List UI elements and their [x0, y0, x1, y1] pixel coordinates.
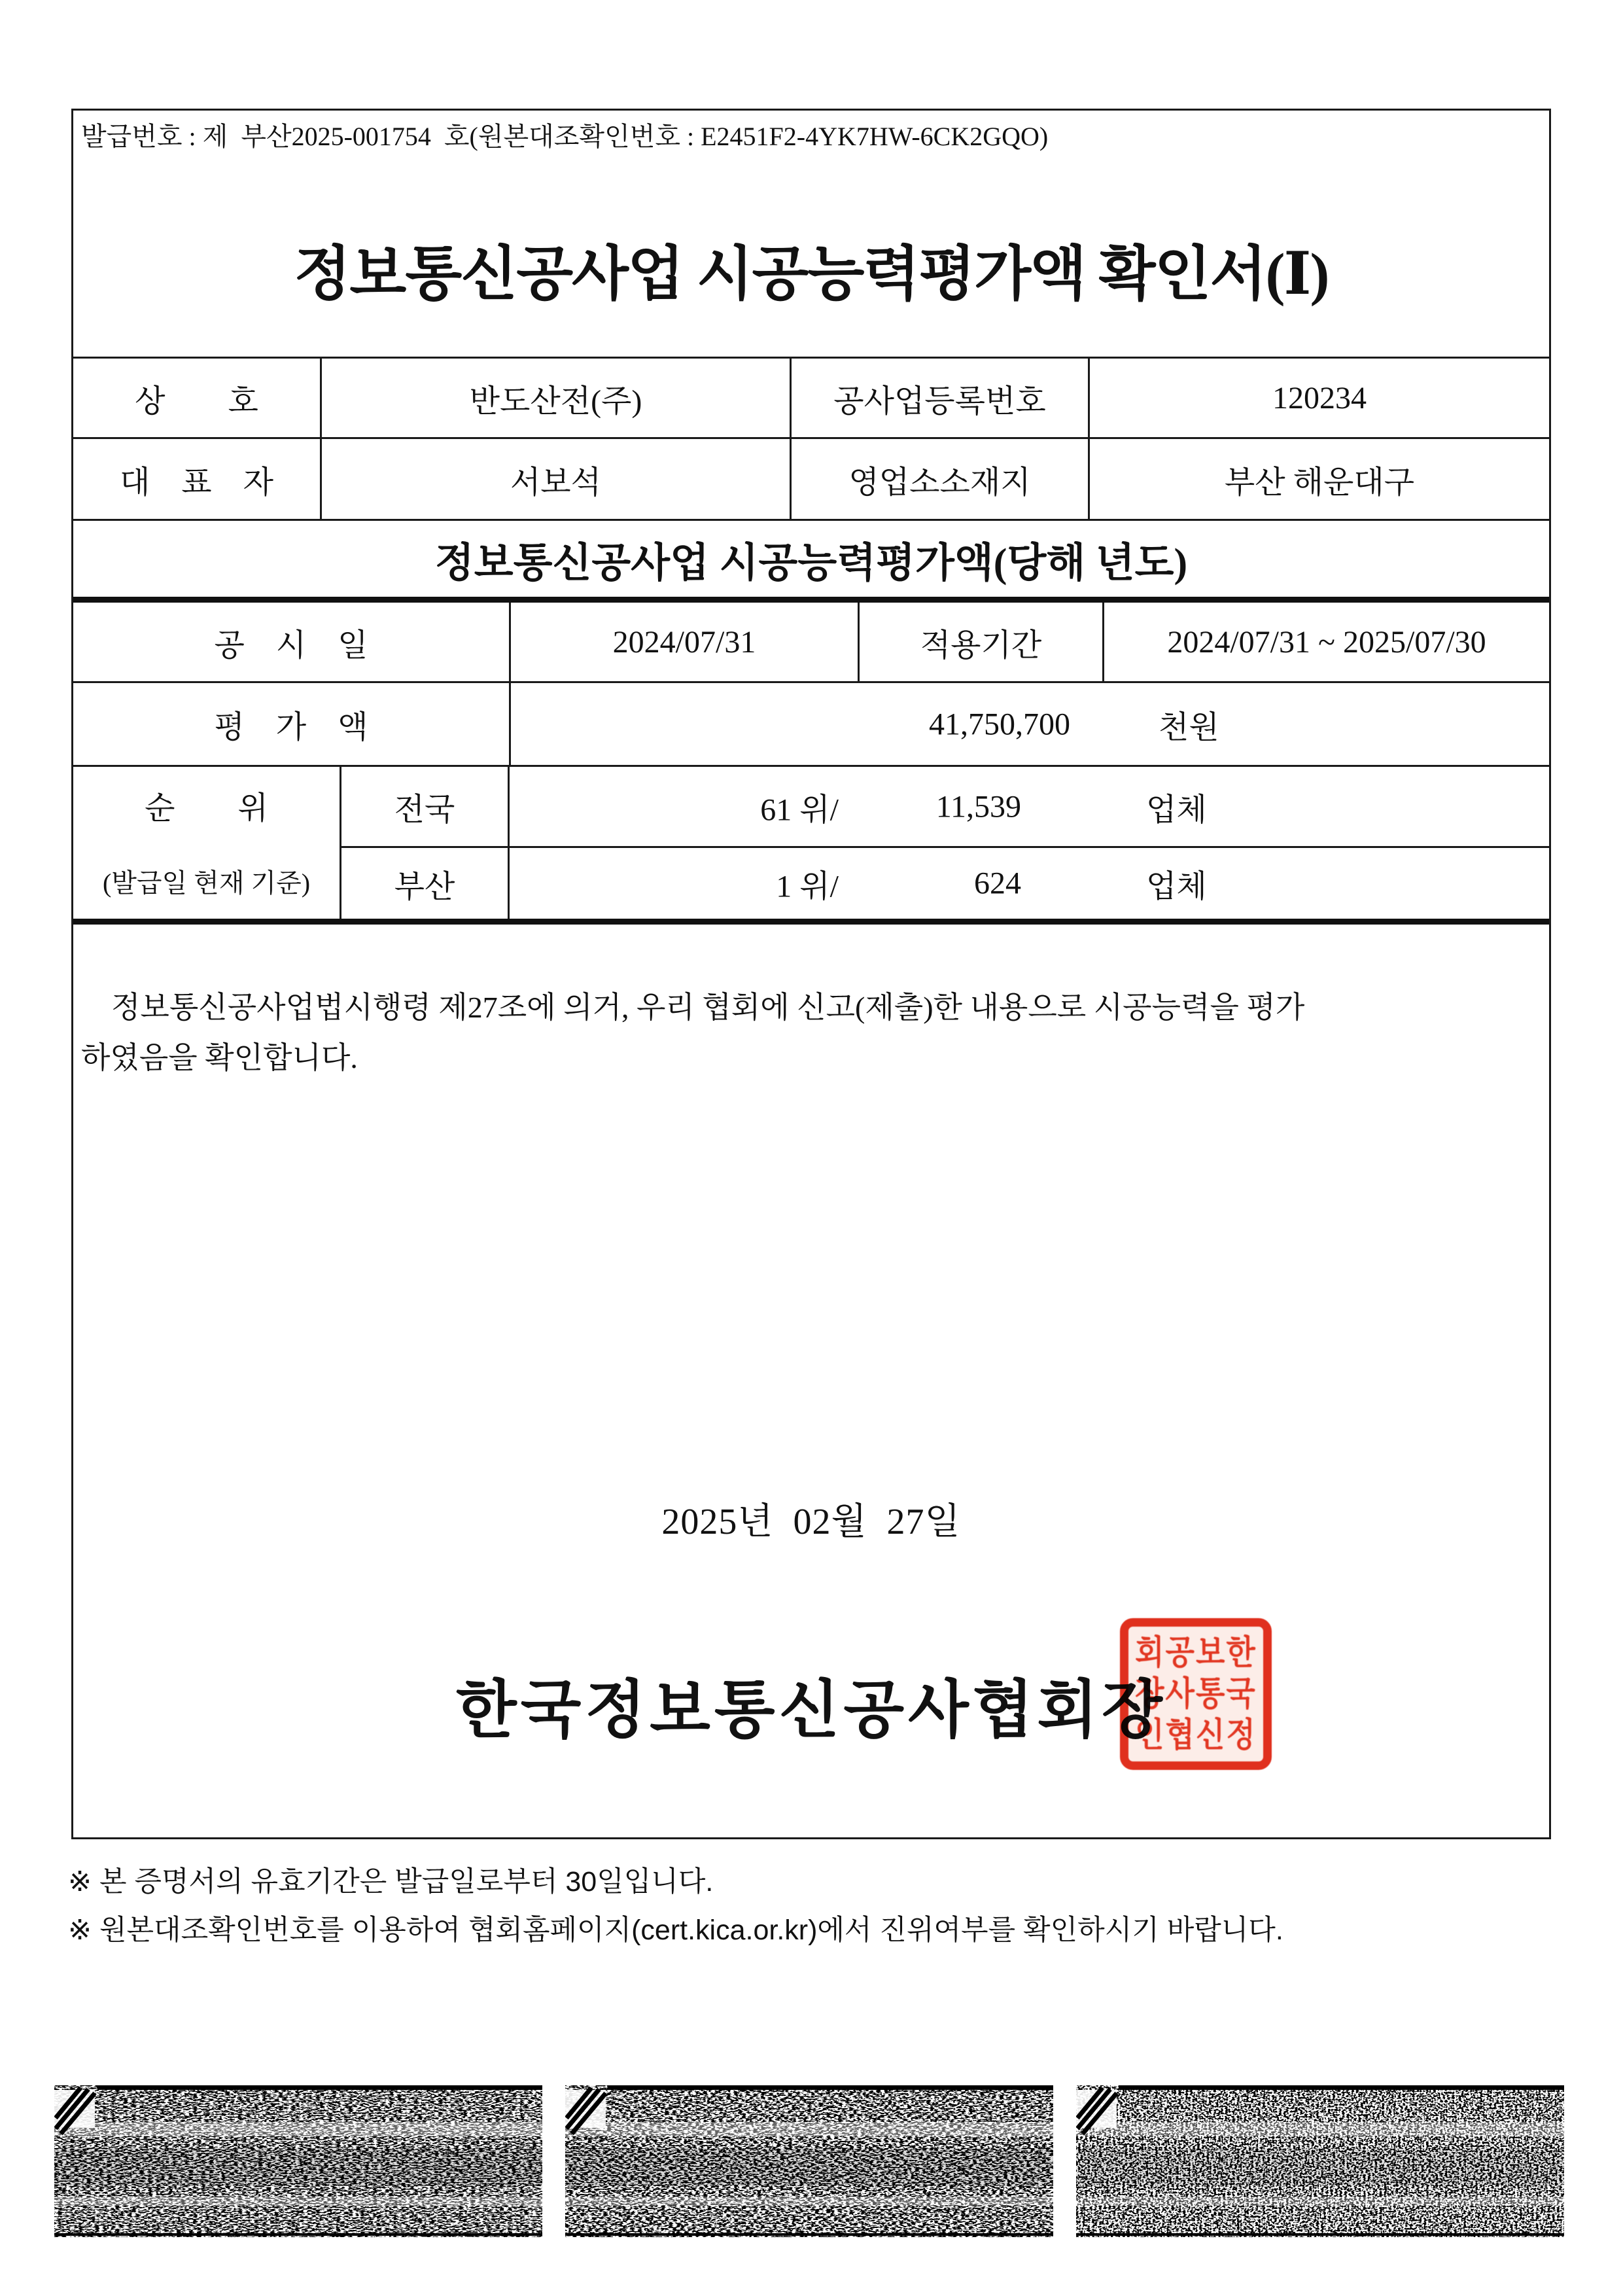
amount-unit: 천원 — [1159, 710, 1219, 745]
table-row-company-name — [73, 359, 1549, 439]
statement-paragraph — [81, 982, 1537, 1083]
rank-regional-total: 624 — [974, 866, 1021, 901]
rank-national-cell — [508, 767, 1549, 846]
rank-regional-region: 부산 — [340, 848, 508, 919]
seal-glyph-row: 장사통국 — [1135, 1674, 1257, 1712]
rank-national-total: 11,539 — [935, 789, 1021, 824]
note-verification: ※ 원본대조확인번호를 이용하여 협회홈페이지(cert.kica.or.kr)에서 진위여부를 확인하시기 바랍니다. — [68, 1915, 1283, 1946]
seal-glyph-row: 인협신정 — [1135, 1716, 1257, 1754]
certificate-border-box — [71, 109, 1551, 1839]
office-location-label: 영업소소재지 — [790, 439, 1088, 519]
office-location-value: 부산 해운대구 — [1088, 439, 1549, 519]
announce-date-value: 2024/07/31 — [509, 603, 858, 681]
table-row-ceo — [73, 439, 1549, 521]
table-row-rank-regional — [340, 848, 1549, 919]
note-validity: ※ 본 증명서의 유효기간은 발급일로부터 30일입니다. — [68, 1866, 714, 1898]
issue-date: 2025년 02월 27일 — [661, 1502, 961, 1542]
apply-period-label: 적용기간 — [858, 603, 1102, 681]
rank-regional-cell — [508, 848, 1549, 919]
statement-line-1: 정보통신공사업법시행령 제27조에 의거, 우리 협회에 신고(제출)한 내용으로 시공능력을 평가 — [111, 991, 1305, 1024]
announce-date-label: 공 시 일 — [214, 627, 368, 663]
section-header-row: 정보통신공사업 시공능력평가액(당해 년도) — [73, 521, 1549, 603]
watermark-noise-block-1 — [54, 2085, 542, 2237]
company-name-value: 반도산전(주) — [320, 359, 790, 437]
rank-note: (발급일 현재 기준) — [102, 868, 311, 898]
table-row-announce-date — [73, 603, 1549, 683]
rank-label-cell — [73, 767, 340, 919]
watermark-noise-block-2 — [565, 2085, 1053, 2237]
amount-label: 평 가 액 — [214, 710, 368, 745]
table-row-evaluation-amount — [73, 683, 1549, 767]
issue-number-line: 발급번호 : 제 부산2025-001754 호(원본대조확인번호 : E2451F2-4YK7HW-6CK2GQO) — [81, 122, 1049, 151]
rank-national-rank: 61 위/ — [760, 792, 839, 827]
amount-value-cell — [509, 683, 1549, 765]
ceo-value: 서보석 — [320, 439, 790, 519]
seal-glyph-row: 회공보한 — [1135, 1633, 1257, 1671]
registration-number-value: 120234 — [1088, 359, 1549, 437]
rank-regional-rank: 1 위/ — [776, 869, 839, 904]
amount-value: 41,750,700 — [929, 707, 1070, 741]
rank-national-unit: 업체 — [1146, 792, 1207, 827]
apply-period-value: 2024/07/31 ~ 2025/07/30 — [1102, 603, 1549, 681]
issuer-name: 한국정보통신공사협회장 — [455, 1675, 1167, 1745]
rank-national-region: 전국 — [340, 767, 508, 846]
ceo-label: 대 표 자 — [119, 465, 274, 500]
president-seal-stamp-icon — [1120, 1618, 1272, 1770]
registration-number-label: 공사업등록번호 — [790, 359, 1088, 437]
certificate-title: 정보통신공사업 시공능력평가액 확인서(Ⅰ) — [294, 242, 1329, 307]
table-row-rank-national — [340, 767, 1549, 848]
rank-label: 순 위 — [145, 790, 268, 826]
company-name-label: 상 호 — [135, 383, 258, 419]
watermark-noise-block-3 — [1076, 2085, 1564, 2237]
statement-line-2: 하였음을 확인합니다. — [81, 1041, 358, 1074]
certificate-table — [73, 357, 1549, 925]
rank-value-rows — [340, 767, 1549, 919]
rank-regional-unit: 업체 — [1146, 869, 1207, 904]
table-rows-rank — [73, 767, 1549, 925]
